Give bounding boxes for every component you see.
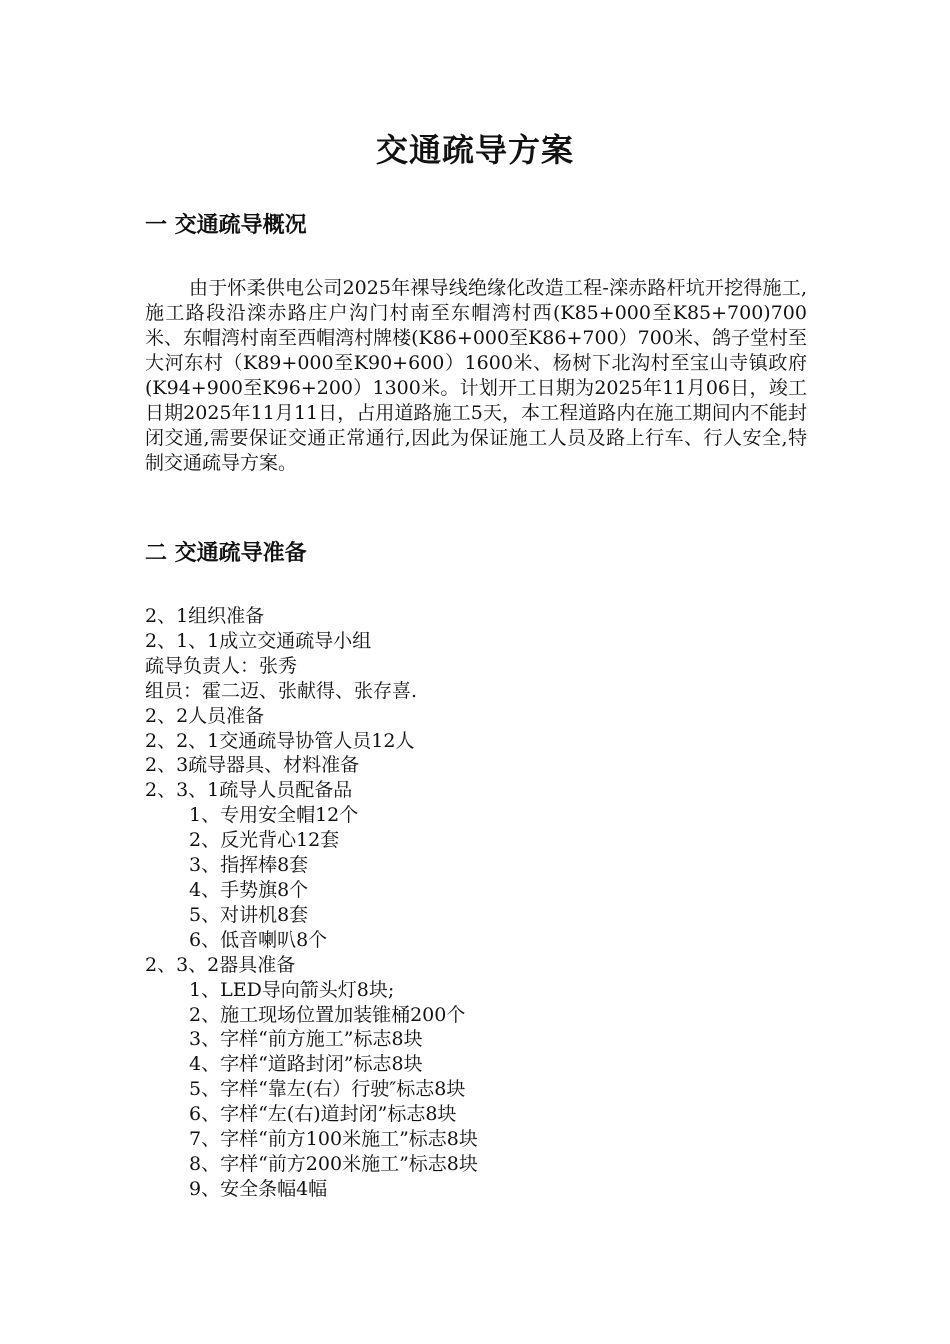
list-item: 2、2、1交通疏导协管人员12人 — [145, 729, 415, 752]
list-item: 3、字样“前方施工”标志8块 — [189, 1028, 423, 1051]
list-item: 疏导负责人：张秀 — [145, 654, 298, 677]
list-item: 6、低音喇叭8个 — [189, 928, 328, 951]
section-heading-overview: 一 交通疏导概况 — [145, 213, 307, 238]
preparation-list — [145, 604, 825, 1202]
list-item: 组员：霍二迈、张献得、张存喜. — [145, 679, 418, 702]
list-item: 8、字样“前方200米施工”标志8块 — [189, 1152, 478, 1175]
list-item: 5、对讲机8套 — [189, 903, 309, 926]
list-item: 2、1组织准备 — [145, 605, 265, 627]
list-item: 2、反光背心12套 — [189, 829, 340, 852]
list-item: 9、安全条幅4幅 — [189, 1177, 328, 1200]
list-item: 2、施工现场位置加装锥桶200个 — [189, 1003, 466, 1026]
list-item: 1、专用安全帽12个 — [189, 804, 359, 827]
list-item: 5、字样“靠左(右）行驶″标志8块 — [189, 1078, 466, 1101]
list-item: 2、3、2器具准备 — [145, 953, 296, 976]
list-item: 2、1、1成立交通疏导小组 — [145, 629, 372, 652]
list-item: 2、3、1疏导人员配备品 — [145, 779, 353, 802]
list-item: 2、3疏导器具、材料准备 — [145, 754, 360, 777]
list-item: 4、字样“道路封闭”标志8块 — [189, 1053, 423, 1076]
list-item: 3、指挥棒8套 — [189, 854, 309, 877]
list-item: 6、字样“左(右)道封闭”标志8块 — [189, 1103, 457, 1126]
section-heading-preparation: 二 交通疏导准备 — [145, 541, 307, 566]
list-item: 1、LED导向箭头灯8块; — [189, 978, 395, 1001]
list-item: 4、手势旗8个 — [189, 878, 309, 901]
document-title: 交通疏导方案 — [375, 131, 574, 169]
list-item: 7、字样“前方100米施工”标志8块 — [189, 1128, 478, 1151]
overview-paragraph: 由于怀柔供电公司2025年裸导线绝缘化改造工程-滦赤路杆坑开挖得施工,施工路段沿滦赤路庄户沟门村南至东帽湾村西(K85+000至K85+700)700米、东帽湾村南至西帽湾村牌楼(K86+000至K86+700）700米、鸽子堂村至大河东村（K89+000至K90+600）1600米、杨树下北沟村至宝山寺镇政府(K94+900至K96+200）1300米。计划开工日期为2025年11月06日，竣工日期2025年11月11日，占用道路施工5天，本工程道路内在施工期间内不能封闭交通,需要保证交通正常通行,因此为保证施工人员及路上行车、行人安全,特制交通疏导方案。 — [145, 277, 807, 474]
list-item: 2、2人员准备 — [145, 704, 265, 727]
